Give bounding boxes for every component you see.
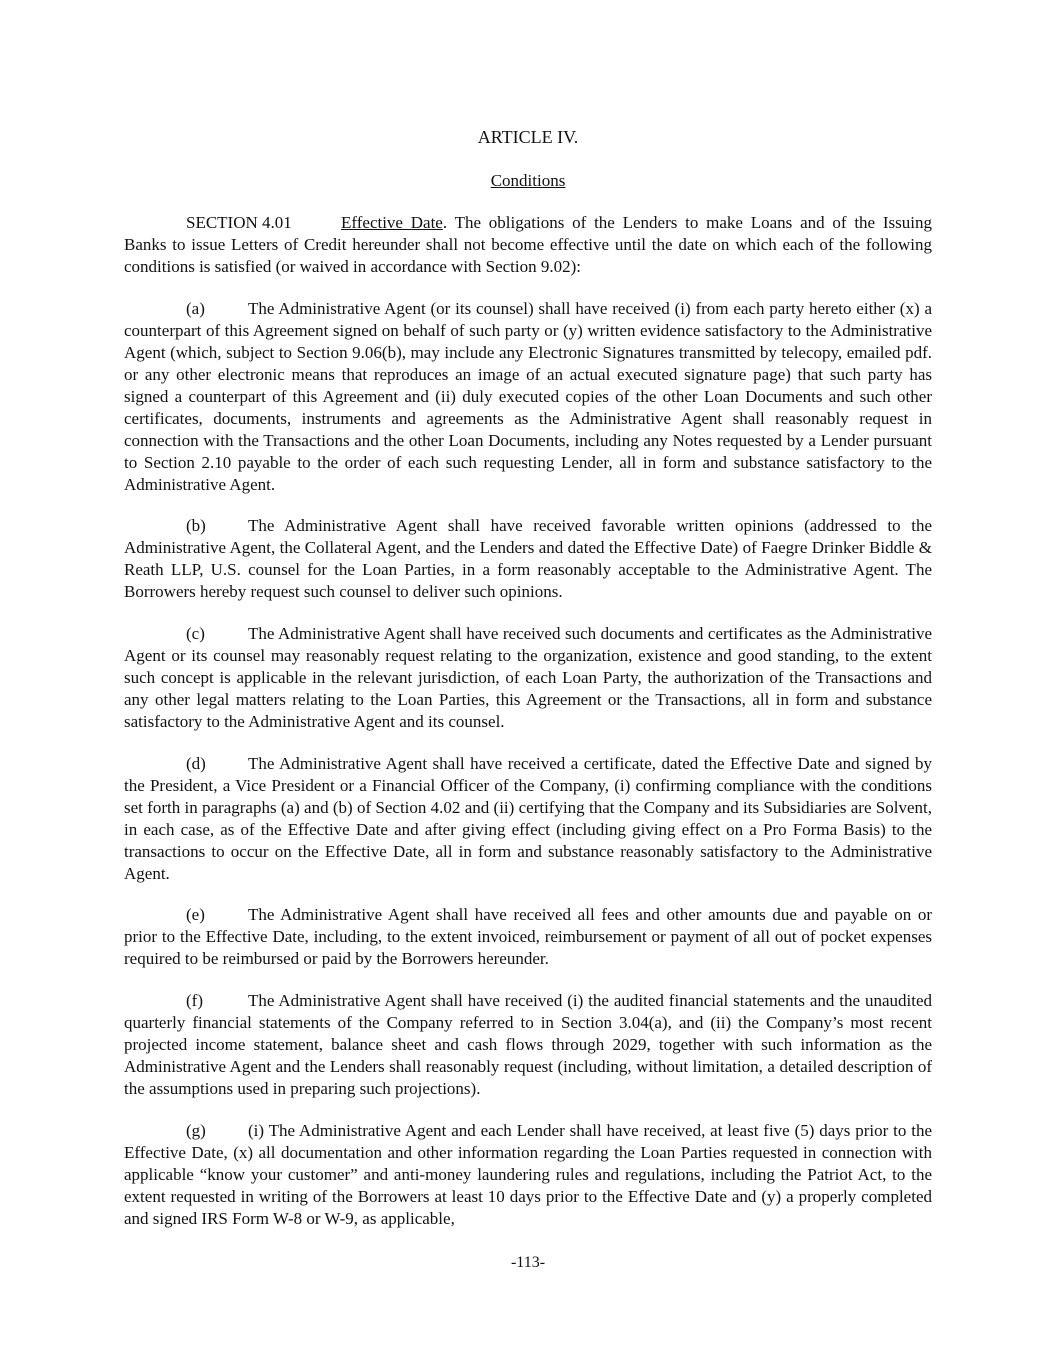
- paragraph-label: (g): [186, 1121, 206, 1140]
- section-number: SECTION 4.01: [186, 213, 292, 232]
- paragraph-text: The Administrative Agent shall have received all fees and other amounts due and payable on or prior to the Effective Date, including, to the extent invoiced, reimbursement or payment of all out of pocket expenses required to be reimbursed or paid by the Borrowers hereunder.: [124, 905, 932, 968]
- article-subtitle: [124, 170, 932, 192]
- condition-paragraph-f: [124, 990, 932, 1100]
- section-heading-punct: .: [442, 213, 448, 232]
- section-heading: Effective Date: [341, 213, 443, 232]
- paragraph-label: (a): [186, 299, 205, 318]
- section-intro-text: The obligations of the Lenders to make Loans and of the Issuing Banks to issue Letters of Credit hereunder shall not become effective until the date on which each of the following conditions is satisfied (or waived in accordance with Section 9.02):: [124, 213, 933, 276]
- condition-paragraph-b: [124, 515, 932, 603]
- article-subtitle-text: Conditions: [490, 171, 566, 190]
- paragraph-text: The Administrative Agent shall have received such documents and certificates as the Administrative Agent or its counsel may reasonably request relating to the organization, existence and good standing, to the extent such concept is applicable in the relevant jurisdiction, of each Loan Party, the authorization of the Transactions and any other legal matters relating to the Loan Parties, this Agreement or the Transactions, all in form and substance satisfactory to the Administrative Agent and its counsel.: [124, 624, 932, 731]
- paragraph-text: The Administrative Agent shall have received a certificate, dated the Effective Date and signed by the President, a Vice President or a Financial Officer of the Company, (i) confirming compliance with the conditions set forth in paragraphs (a) and (b) of Section 4.02 and (ii) certifying that the Company and its Subsidiaries are Solvent, in each case, as of the Effective Date and after giving effect (including giving effect on a Pro Forma Basis) to the transactions to occur on the Effective Date, all in form and substance reasonably satisfactory to the Administrative Agent.: [124, 754, 932, 883]
- page-number: -113-: [510, 1254, 546, 1271]
- condition-paragraph-e: [124, 904, 932, 970]
- paragraph-text: (i) The Administrative Agent and each Lender shall have received, at least five (5) days prior to the Effective Date, (x) all documentation and other information regarding the Loan Parties requested in connection with applicable “know your customer” and anti-money laundering rules and regulations, including the Patriot Act, to the extent requested in writing of the Borrowers at least 10 days prior to the Effective Date and (y) a properly completed and signed IRS Form W-8 or W-9, as applicable,: [124, 1121, 932, 1228]
- paragraph-text: The Administrative Agent shall have received favorable written opinions (addressed to the Administrative Agent, the Collateral Agent, and the Lenders and dated the Effective Date) of Faegre Drinker Biddle & Reath LLP, U.S. counsel for the Loan Parties, in a form reasonably acceptable to the Administrative Agent. The Borrowers hereby request such counsel to deliver such opinions.: [124, 516, 932, 601]
- paragraph-text: The Administrative Agent (or its counsel) shall have received (i) from each party hereto either (x) a counterpart of this Agreement signed on behalf of such party or (y) written evidence satisfactory to the Administrative Agent (which, subject to Section 9.06(b), may include any Electronic Signatures transmitted by telecopy, emailed pdf. or any other electronic means that reproduces an image of an actual executed signature page) that such party has signed a counterpart of this Agreement and (ii) duly executed copies of the other Loan Documents and such other certificates, documents, instruments and agreements as the Administrative Agent shall reasonably request in connection with the Transactions and the other Loan Documents, including any Notes requested by a Lender pursuant to Section 2.10 payable to the order of each such requesting Lender, all in form and substance satisfactory to the Administrative Agent.: [124, 299, 932, 494]
- paragraph-label: (b): [186, 516, 206, 535]
- condition-paragraph-d: [124, 753, 932, 885]
- paragraph-text: The Administrative Agent shall have received (i) the audited financial statements and the unaudited quarterly financial statements of the Company referred to in Section 3.04(a), and (ii) the Company’s most recent projected income statement, balance sheet and cash flows through 2029, together with such information as the Administrative Agent and the Lenders shall reasonably request (including, without limitation, a detailed description of the assumptions used in preparing such projections).: [124, 991, 932, 1098]
- paragraph-label: (f): [186, 991, 203, 1010]
- paragraph-label: (e): [186, 905, 205, 924]
- section-4-01-paragraph: [124, 212, 932, 278]
- paragraph-label: (d): [186, 754, 206, 773]
- article-title: ARTICLE IV.: [477, 127, 579, 147]
- condition-paragraph-g: [124, 1120, 932, 1230]
- condition-paragraph-a: [124, 298, 932, 496]
- condition-paragraph-c: [124, 623, 932, 733]
- paragraph-label: (c): [186, 624, 205, 643]
